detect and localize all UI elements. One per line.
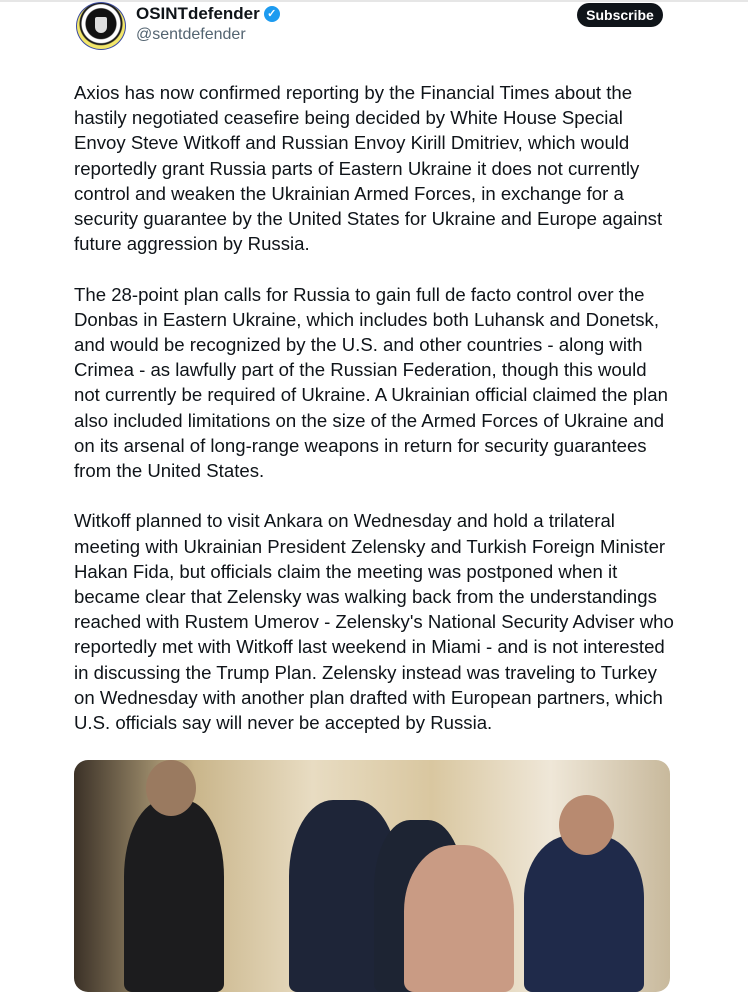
verified-badge-icon: ✓ (264, 6, 280, 22)
subscribe-button[interactable]: Subscribe (577, 3, 663, 27)
author-name[interactable] (136, 4, 280, 24)
paragraph: The 28-point plan calls for Russia to gain full de facto control over the Donbas in Eastern Ukraine, which includes both Luhansk and Donetsk, and would be recognized by the U.S. and other countries - along with Crimea - as lawfully part of the Russian Federation, though this would not currently be required of Ukraine. A Ukrainian official claimed the plan also included limitations on the size of the Armed Forces of Ukraine and on its arsenal of long-range weapons in return for security guarantees from the United States. (74, 283, 668, 482)
author-name-text: OSINTdefender (136, 4, 260, 23)
paragraph: Axios has now confirmed reporting by the Financial Times about the hastily negotiated ceasefire being decided by White House Special Envoy Steve Witkoff and Russian Envoy Kirill Dmitriev, which would reportedly grant Russia parts of Eastern Ukraine it does not currently control and weaken the Ukrainian Armed Forces, in exchange for a security guarantee by the United States for Ukraine and Europe against future aggression by Russia. (74, 82, 663, 255)
avatar[interactable] (76, 2, 126, 50)
photo-face (404, 845, 514, 992)
photo-face (146, 760, 196, 816)
tweet-text (74, 80, 676, 760)
top-divider (0, 0, 748, 2)
photo-person (124, 800, 224, 992)
logo-shield-icon (95, 17, 107, 33)
tweet-photo[interactable] (74, 760, 670, 992)
paragraph: Witkoff planned to visit Ankara on Wednesday and hold a trilateral meeting with Ukrainian President Zelensky and Turkish Foreign Minister Hakan Fida, but officials claim the meeting was postponed when it became clear that Zelensky was walking back from the understandings reached with Rustem Umerov - Zelensky's National Security Adviser who reportedly met with Witkoff last weekend in Miami - and is not interested in discussing the Trump Plan. Zelensky instead was traveling to Turkey on Wednesday with another plan drafted with European partners, which U.S. officials say will never be accepted by Russia. (74, 510, 674, 734)
author-handle[interactable]: @sentdefender (136, 26, 246, 43)
photo-person (524, 835, 644, 992)
photo-face (559, 795, 614, 855)
